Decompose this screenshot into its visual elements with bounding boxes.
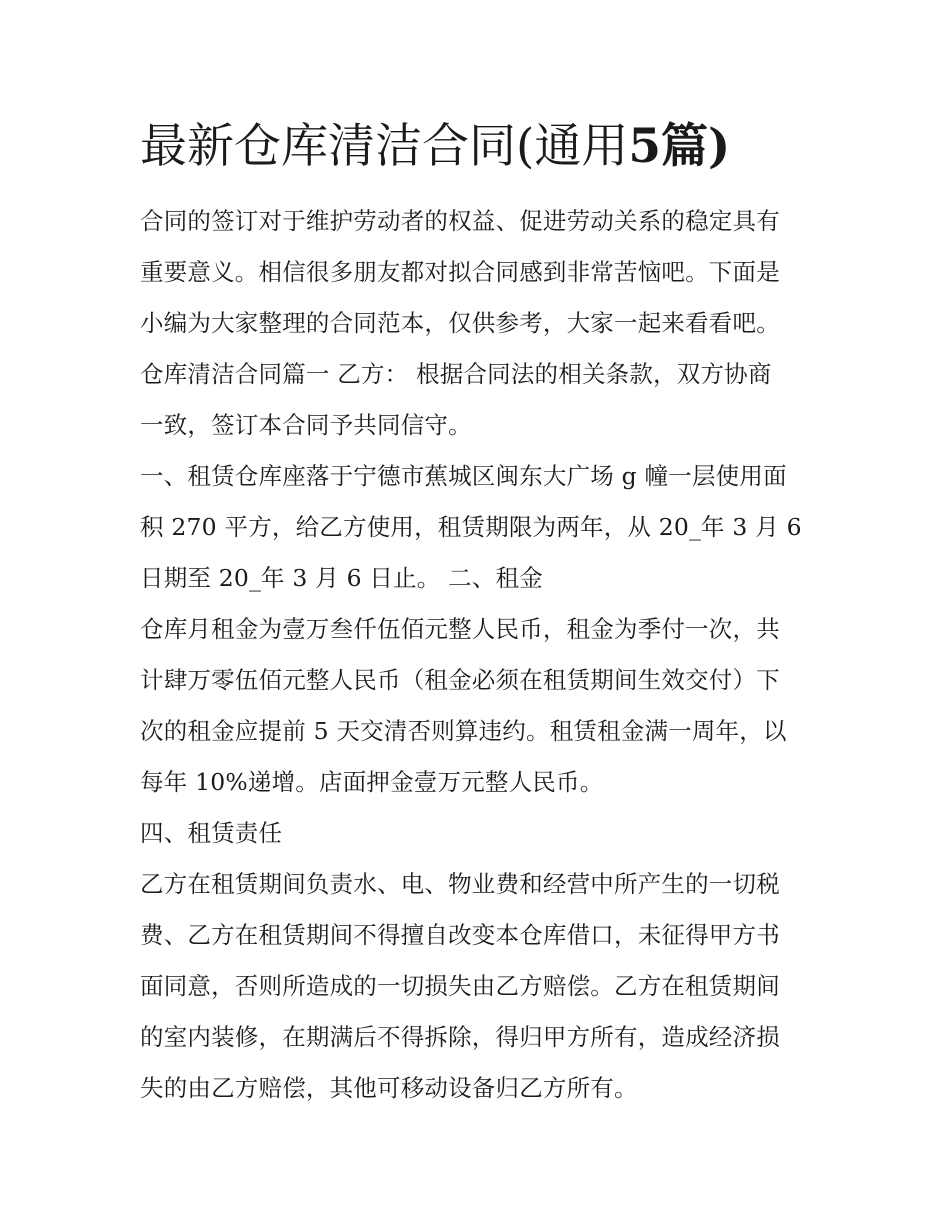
text-line: 一致，签订本合同予共同信守。 [140,411,472,439]
text-line: 费、乙方在租赁期间不得擅自改变本仓库借口，未征得甲方书 [140,921,780,949]
text-line: 重要意义。相信很多朋友都对拟合同感到非常苦恼吧。下面是 [140,258,780,286]
text-line: 次的租金应提前 5 天交清否则算违约。租赁租金满一周年，以 [140,717,787,745]
text-line: 合同的签订对于维护劳动者的权益、促进劳动关系的稳定具有 [140,207,780,235]
text-line: 四、租赁责任 [140,819,283,847]
text-line: 面同意，否则所造成的一切损失由乙方赔偿。乙方在租赁期间 [140,972,780,1000]
text-line: 的室内装修，在期满后不得拆除，得归甲方所有，造成经济损 [140,1023,780,1051]
title-unit: 篇 [661,119,709,174]
text-line: 积 270 平方，给乙方使用，租赁期限为两年，从 20_年 3 月 6 [140,513,802,541]
document-title [140,112,840,182]
text-line: 小编为大家整理的合同范本，仅供参考，大家一起来看看吧。 [140,309,780,337]
text-line: 一、租赁仓库座落于宁德市蕉城区闽东大广场 g 幢一层使用面 [140,462,787,490]
title-close-paren: ) [708,119,731,174]
text-line: 仓库清洁合同篇一 乙方： 根据合同法的相关条款，双方协商 [140,360,772,388]
text-line: 仓库月租金为壹万叁仟伍佰元整人民币，租金为季付一次，共 [140,615,780,643]
text-line: 乙方在租赁期间负责水、电、物业费和经营中所产生的一切税 [140,870,780,898]
text-line: 失的由乙方赔偿，其他可移动设备归乙方所有。 [140,1074,638,1102]
title-number: 5 [628,119,662,174]
text-line: 每年 10%递增。店面押金壹万元整人民币。 [140,768,604,796]
text-line: 日期至 20_年 3 月 6 日止。 二、租金 [140,564,543,592]
text-line: 计肆万零伍佰元整人民币（租金必须在租赁期间生效交付）下 [140,666,780,694]
title-main: 最新仓库清洁合同(通用 [140,119,629,174]
